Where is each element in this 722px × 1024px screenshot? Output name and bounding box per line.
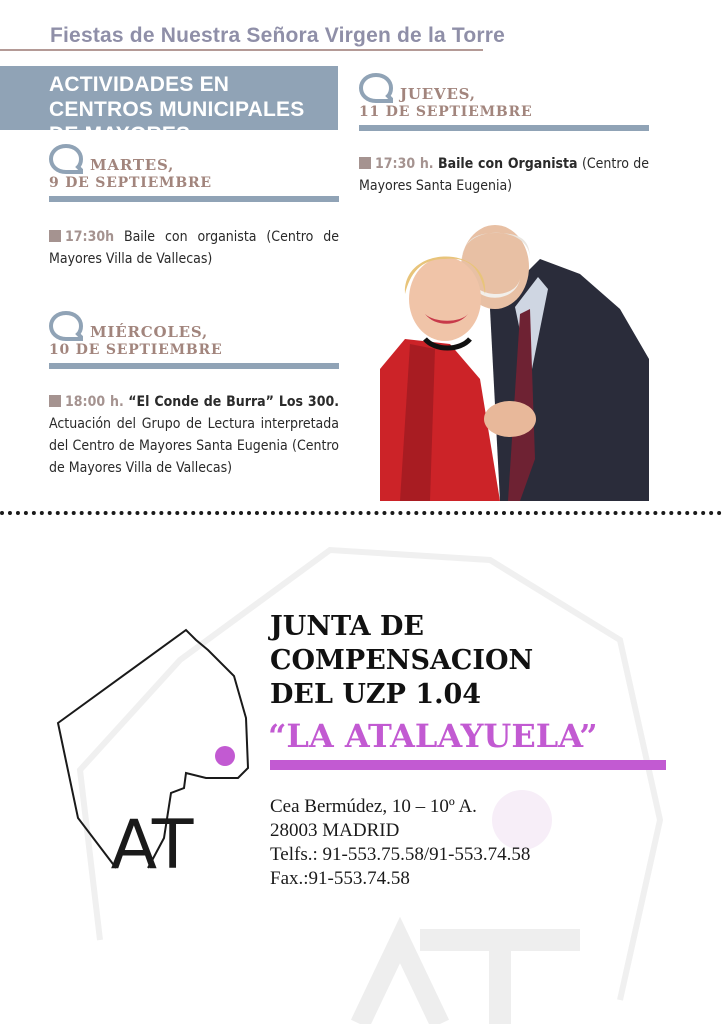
logo-text: AT <box>110 806 194 878</box>
day-rule <box>49 363 339 369</box>
speech-bubble-icon <box>359 73 393 103</box>
ad-accent-rule <box>270 760 666 770</box>
day-header-thursday <box>359 73 649 133</box>
ad-address-line: 28003 MADRID <box>270 820 400 841</box>
day-rule <box>359 125 649 131</box>
day-header-wednesday <box>49 311 339 371</box>
title-rule <box>0 49 483 51</box>
day-name: MIÉRCOLES, <box>90 323 209 341</box>
event-title: “El Conde de Burra” Los 300. <box>128 394 340 410</box>
event-text: Actuación del Grupo de Lectura interpretada del Centro de Mayores Santa Eugenia (Centro de Mayores Villa de Vallecas) <box>49 416 339 476</box>
page-title: Fiestas de Nuestra Señora Virgen de la Torre <box>50 24 506 47</box>
day-name: JUEVES, <box>400 85 476 103</box>
section-banner-text: ACTIVIDADES EN CENTROS MUNICIPALES DE MAYORES <box>49 73 305 146</box>
ad-name-line: JUNTA DE <box>270 611 424 642</box>
event-text: Baile con organista (Centro de Mayores Villa de Vallecas) <box>49 229 339 267</box>
ad-company-name <box>270 610 533 712</box>
section-banner <box>0 66 338 146</box>
event-time: 18:00 h. <box>65 394 124 410</box>
ad-address <box>270 795 530 891</box>
bullet-square <box>49 395 61 407</box>
day-name: MARTES, <box>90 156 175 174</box>
day-date: 10 DE SEPTIEMBRE <box>49 342 223 358</box>
ad-subtitle: “LA ATALAYUELA” <box>268 717 598 755</box>
bullet-square <box>359 157 371 169</box>
speech-bubble-icon <box>49 144 83 174</box>
event-time: 17:30h <box>65 229 115 245</box>
atalayuela-logo <box>56 628 266 878</box>
event-time: 17:30 h. <box>375 156 434 172</box>
event-text: (Centro de Mayores Santa Eugenia) <box>359 156 650 194</box>
ad-name-line: COMPENSACION <box>270 645 534 676</box>
ad-address-line: Fax.:91-553.74.58 <box>270 868 410 889</box>
dotted-divider <box>0 511 722 515</box>
day-date: 9 DE SEPTIEMBRE <box>49 175 212 191</box>
day-date: 11 DE SEPTIEMBRE <box>359 104 533 120</box>
event-wednesday <box>49 391 339 479</box>
ad-address-line: Cea Bermúdez, 10 – 10º A. <box>270 796 477 817</box>
ad-address-line: Telfs.: 91-553.75.58/91-553.74.58 <box>270 844 531 865</box>
event-title: Baile con Organista <box>437 156 578 172</box>
event-tuesday <box>49 226 339 270</box>
speech-bubble-icon <box>49 311 83 341</box>
day-header-tuesday <box>49 144 339 204</box>
ad-name-line: DEL UZP 1.04 <box>270 679 482 710</box>
day-rule <box>49 196 339 202</box>
dancing-couple-photo <box>380 219 649 501</box>
bullet-square <box>49 230 61 242</box>
event-thursday <box>359 153 649 197</box>
